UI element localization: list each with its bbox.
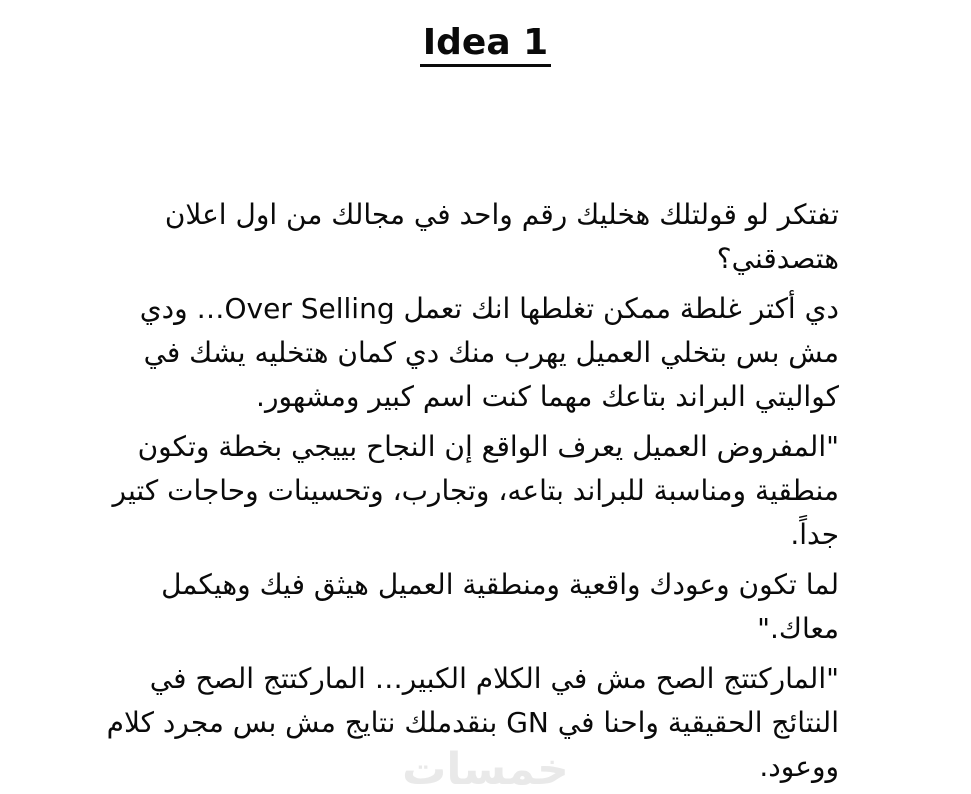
- arabic-text: منطقية ومناسبة للبراند بتاعه، وتجارب، وتحسينات وحاجات كتير: [112, 474, 839, 507]
- text-line: [30, 657, 839, 701]
- document-body: [30, 193, 839, 794]
- arabic-text: مش بس بتخلي العميل يهرب منك دي كمان هتخليه يشك في: [143, 336, 839, 369]
- arabic-text: النتائج الحقيقية واحنا في: [548, 706, 839, 739]
- text-line: [30, 513, 839, 557]
- arabic-text: … ودي: [139, 292, 225, 325]
- text-line: [30, 469, 839, 513]
- arabic-text: هتصدقني؟: [716, 242, 839, 275]
- text-line: [30, 193, 839, 237]
- page-title: Idea 1: [420, 24, 551, 67]
- text-line: [30, 563, 839, 607]
- arabic-text: معاك.": [757, 612, 839, 645]
- arabic-text: تفتكر لو قولتلك هخليك رقم واحد في مجالك من اول اعلان: [164, 198, 839, 231]
- text-line: [30, 237, 839, 281]
- paragraph: [30, 193, 839, 281]
- title-container: [0, 24, 971, 67]
- latin-text: Over Selling: [224, 292, 395, 325]
- paragraph: [30, 563, 839, 651]
- arabic-text: جداً.: [790, 518, 839, 551]
- arabic-text: "المفروض العميل يعرف الواقع إن النجاح بييجي بخطة وتكون: [137, 430, 839, 463]
- paragraph: [30, 425, 839, 557]
- text-line: [30, 425, 839, 469]
- text-line: [30, 607, 839, 651]
- arabic-text: كواليتي البراند بتاعك مهما كنت اسم كبير ومشهور.: [256, 380, 839, 413]
- khamsat-watermark: خمسات: [402, 744, 569, 794]
- latin-text: GN: [506, 706, 549, 739]
- arabic-text: ووعود.: [759, 750, 839, 783]
- arabic-text: دي أكتر غلطة ممكن تغلطها انك تعمل: [394, 292, 839, 325]
- text-line: [30, 375, 839, 419]
- arabic-text: بنقدملك نتايج مش بس مجرد كلام: [106, 706, 507, 739]
- text-line: [30, 331, 839, 375]
- text-line: [30, 287, 839, 331]
- arabic-text: لما تكون وعودك واقعية ومنطقية العميل هيثق فيك وهيكمل: [161, 568, 839, 601]
- arabic-text: "الماركتتج الصح مش في الكلام الكبير… الماركتتج الصح في: [149, 662, 839, 695]
- text-line: [30, 701, 839, 745]
- paragraph: [30, 287, 839, 419]
